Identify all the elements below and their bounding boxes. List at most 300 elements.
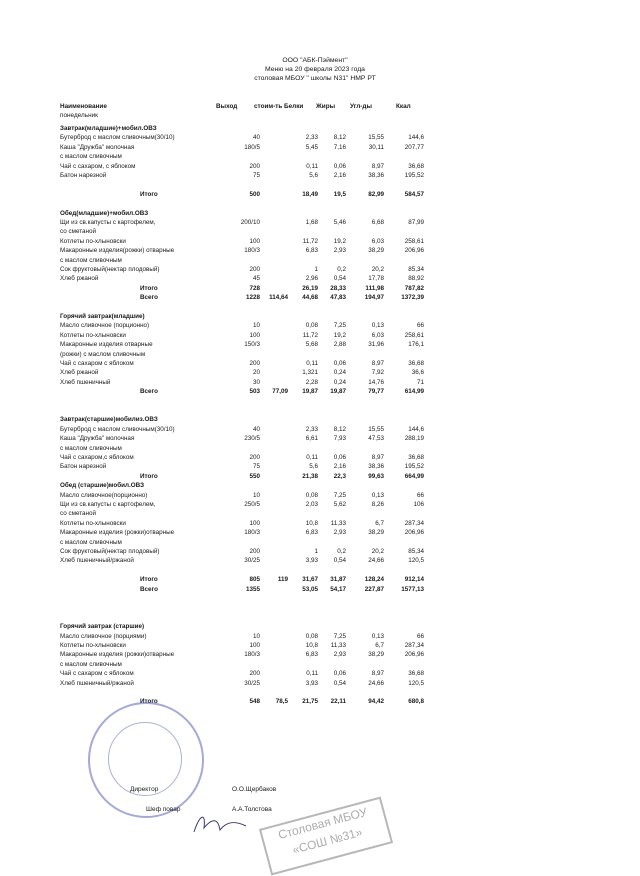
cell-name: Котлеты по-хлыновски: [60, 331, 126, 339]
cell-name: Масло сливочное(порционно): [60, 491, 148, 499]
cell-name: Обед (старшие)мобил.ОВЗ: [60, 482, 145, 490]
cell-c3: 6,03: [371, 237, 384, 245]
cell-out: 1228: [245, 294, 260, 302]
cell-c4: 120,5: [408, 679, 424, 687]
cell-c2: 8,12: [333, 425, 346, 433]
cell-c1: 11,72: [302, 237, 318, 245]
cell-c3: 6,7: [375, 642, 384, 649]
section-header-row: [60, 415, 620, 424]
cell-c3: 128,24: [364, 576, 384, 584]
cell-name: Макаронные изделия отварные: [60, 341, 153, 349]
cell-name: Котлеты по-хлыновски: [60, 519, 126, 527]
cell-out: 728: [249, 284, 260, 292]
cell-name: Чай с сахаром с яблоком: [60, 670, 134, 678]
cell-c4: 258,61: [404, 237, 424, 245]
cell-out: 200: [249, 266, 260, 273]
cell-c3: 20,2: [371, 266, 384, 273]
cell-out: 503: [249, 388, 260, 396]
cell-c2: 0,54: [333, 557, 346, 565]
total-row: [60, 190, 620, 199]
cell-c1: 0,11: [306, 454, 318, 461]
cell-c2: 7,25: [333, 322, 346, 330]
cell-name: Масло сливочное (порционно): [60, 322, 150, 330]
cell-c4: 71: [416, 378, 424, 386]
cell-c4: 195,52: [404, 172, 424, 179]
cell-c1: 44,68: [302, 294, 318, 302]
cell-c2: 0,2: [337, 266, 346, 273]
cell-c2: 5,62: [333, 501, 346, 508]
cell-c2: 11,33: [330, 642, 346, 649]
table-row: [60, 143, 620, 152]
cell-c1: 3,93: [305, 679, 318, 687]
cell-c4: 287,34: [404, 642, 424, 649]
table-row: [60, 613, 620, 622]
cell-price: 114,64: [269, 294, 288, 302]
cell-name: Каша "Дружба" молочная: [60, 435, 135, 443]
cell-c4: 787,82: [404, 284, 424, 292]
school-name: столовая МБОУ " школы N31" НМР РТ: [254, 75, 376, 82]
cell-c1: 1,321: [302, 369, 318, 377]
cell-c1: 6,83: [305, 529, 318, 537]
table-row: [60, 321, 620, 330]
total-row: [60, 585, 620, 594]
cell-c2: 22,3: [333, 472, 346, 480]
cell-c1: 6,83: [305, 247, 318, 255]
cell-c4: 680,8: [408, 698, 424, 706]
cell-c2: 11,33: [330, 519, 346, 527]
cell-c1: 5,6: [309, 172, 318, 179]
cell-c1: 1: [314, 266, 318, 273]
cell-c3: 0,13: [371, 322, 384, 330]
cell-c1: 0,11: [306, 162, 318, 170]
cell-c3: 15,55: [368, 425, 384, 433]
section-header-row: [60, 124, 620, 133]
table-row: [60, 265, 620, 274]
cell-c1: 10,8: [305, 642, 318, 649]
table-row: [60, 491, 620, 500]
cell-c2: 2,88: [333, 341, 346, 349]
cell-c4: 206,96: [404, 247, 424, 255]
cell-c2: 0,24: [333, 378, 346, 386]
cell-out: 200: [249, 162, 260, 170]
cell-c1: 5,6: [309, 463, 318, 471]
table-row: [60, 566, 620, 575]
cell-c3: 24,66: [368, 557, 384, 565]
cell-c1: 10,8: [305, 519, 318, 527]
round-seal-inner: [108, 722, 182, 796]
cell-c1: 3,93: [305, 557, 318, 565]
cell-name: Бутерброд с маслом сливочным(30/10): [60, 134, 175, 142]
cell-name: Щи из св.капусты с картофелем,: [60, 501, 156, 508]
cell-c2: 5,46: [333, 219, 346, 226]
cell-c4: 1577,13: [401, 585, 424, 593]
table-row: [60, 227, 620, 236]
cell-c2: 19,2: [333, 331, 346, 339]
cell-name: Всего: [140, 388, 158, 396]
cell-c4: 206,96: [404, 651, 424, 659]
cell-c4: 144,6: [408, 134, 424, 142]
cell-out: 180/3: [244, 529, 260, 537]
day-label: понедельник: [60, 112, 98, 119]
col-carb-header: Угл-ды: [350, 103, 372, 110]
table-row: [60, 218, 620, 227]
cell-out: 30: [252, 378, 260, 386]
cell-out: 1355: [245, 585, 260, 593]
cell-c1: 21,38: [302, 472, 318, 480]
cell-out: 40: [252, 425, 260, 433]
cell-out: 75: [252, 463, 260, 471]
col-fat-header: Жиры: [316, 103, 336, 110]
cell-out: 10: [252, 632, 260, 640]
table-row: [60, 340, 620, 349]
cell-c3: 31,96: [368, 341, 384, 349]
cell-c3: 38,29: [368, 247, 384, 255]
cell-out: 75: [252, 172, 260, 179]
cell-out: 200: [249, 360, 260, 367]
cell-c4: 66: [416, 322, 424, 330]
cell-c3: 47,53: [368, 435, 384, 443]
cell-c3: 17,78: [368, 275, 384, 283]
cell-name: Завтрак(старшие)мобилиз.ОВЗ: [60, 416, 158, 424]
cell-c3: 7,92: [371, 369, 384, 377]
table-row: [60, 274, 620, 283]
col-price-header: стоим-ть: [254, 103, 283, 110]
cell-name: Чай с сахаром, с яблоком: [60, 162, 136, 170]
cell-c3: 111,98: [365, 284, 384, 292]
cell-c1: 5,68: [305, 341, 318, 349]
cell-c3: 6,68: [371, 219, 384, 226]
cell-c1: 0,08: [305, 632, 318, 640]
cell-name: Всего: [140, 585, 158, 593]
total-row: [60, 284, 620, 293]
stamp-rect: Столовая МБОУ «СОШ №31»: [259, 797, 393, 876]
cell-name: Чай с сахаром с яблоком: [60, 360, 134, 367]
table-row: [60, 425, 620, 434]
cell-c4: 195,52: [404, 463, 424, 471]
cell-c2: 8,12: [333, 134, 346, 142]
table-row: [60, 397, 620, 406]
cell-out: 200: [249, 454, 260, 461]
cell-c1: 18,49: [302, 190, 318, 198]
cell-c1: 0,08: [305, 491, 318, 499]
cell-c4: 85,34: [408, 266, 424, 273]
cell-c3: 38,36: [368, 463, 384, 471]
cell-name: Хлеб ржаной: [60, 275, 99, 283]
table-row: [60, 556, 620, 565]
cell-out: 45: [252, 275, 260, 283]
cell-c4: 66: [416, 491, 424, 499]
cell-c3: 0,13: [371, 491, 384, 499]
cell-name: Хлеб ржаной: [60, 369, 99, 377]
table-row: [60, 434, 620, 443]
table-row: [60, 650, 620, 659]
table-row: [60, 660, 620, 669]
cell-out: 180/5: [244, 143, 260, 151]
table-row: [60, 162, 620, 171]
cell-c2: 0,06: [333, 360, 346, 367]
cell-c3: 0,13: [371, 632, 384, 640]
cell-name: со сметаной: [60, 510, 97, 518]
cell-c1: 0,11: [306, 360, 318, 367]
cell-c4: 88,92: [408, 275, 424, 283]
cell-c4: 36,6: [411, 369, 424, 377]
cell-c2: 54,17: [330, 585, 346, 593]
cell-c2: 0,2: [337, 548, 346, 555]
cell-out: 180/3: [244, 651, 260, 659]
total-row: [60, 575, 620, 584]
section-header-row: [60, 622, 620, 631]
cell-c3: 6,03: [371, 331, 384, 339]
table-row: [60, 378, 620, 387]
cell-c3: 8,97: [371, 670, 384, 678]
cell-name: Итого: [140, 698, 158, 706]
cell-c1: 1: [314, 548, 318, 555]
cell-c2: 28,33: [330, 284, 346, 292]
table-row: [60, 462, 620, 471]
cell-c4: 258,61: [404, 331, 424, 339]
cell-name: Макаронные изделия(рожки) отварные: [60, 247, 175, 255]
cell-name: Сок фруктовый(нектар плодовый): [60, 266, 160, 273]
cell-c4: 287,34: [404, 519, 424, 527]
chef-label: Шеф повар: [146, 806, 181, 813]
table-row: [60, 368, 620, 377]
cell-c3: 24,66: [368, 679, 384, 687]
cell-name: (рожки) с маслом сливочным: [60, 350, 146, 358]
cell-c4: 36,68: [408, 360, 424, 367]
menu-date: Меню на 20 февраля 2023 года: [265, 66, 365, 73]
table-row: [60, 594, 620, 603]
cell-out: 100: [249, 642, 260, 649]
cell-c4: 1372,39: [401, 294, 424, 302]
cell-c4: 87,99: [408, 219, 424, 226]
table-row: [60, 603, 620, 612]
cell-c4: 36,68: [408, 454, 424, 461]
cell-c1: 2,96: [305, 275, 318, 283]
cell-c2: 0,06: [333, 670, 346, 678]
cell-price: 119: [277, 576, 288, 584]
cell-c2: 7,16: [333, 143, 346, 151]
cell-c4: 912,14: [404, 576, 424, 584]
table-row: [60, 246, 620, 255]
cell-price: 78,5: [275, 698, 288, 706]
table-row: [60, 350, 620, 359]
col-name-header: Наименование: [60, 103, 107, 110]
cell-name: Батон нарезной: [60, 463, 107, 471]
cell-c3: 8,97: [371, 454, 384, 461]
cell-c2: 0,54: [333, 679, 346, 687]
table-row: [60, 152, 620, 161]
cell-name: Итого: [140, 472, 158, 480]
cell-name: Итого: [140, 576, 158, 584]
cell-c2: 7,25: [333, 632, 346, 640]
cell-name: Хлеб пшеничный/ржаной: [60, 557, 134, 565]
table-row: [60, 444, 620, 453]
table-row: [60, 519, 620, 528]
cell-name: Горячий завтрак(младшие): [60, 313, 145, 320]
table-row: [60, 331, 620, 340]
cell-c2: 2,16: [333, 463, 346, 471]
cell-c3: 38,36: [368, 172, 384, 179]
cell-out: 500: [249, 190, 260, 198]
cell-c2: 22,11: [330, 698, 346, 706]
cell-c2: 0,24: [333, 369, 346, 377]
cell-name: Итого: [140, 284, 158, 292]
cell-c3: 38,29: [368, 651, 384, 659]
cell-c2: 2,93: [333, 651, 346, 659]
cell-name: Хлеб пшеничный/ржаной: [60, 679, 134, 687]
cell-name: Обед(младшие)+мобил.ОВЗ: [60, 209, 149, 217]
cell-c4: 106: [413, 501, 424, 508]
cell-c1: 6,61: [305, 435, 318, 443]
cell-c3: 227,87: [364, 585, 384, 593]
cell-c2: 2,93: [333, 247, 346, 255]
cell-out: 250/5: [244, 501, 260, 508]
cell-c2: 19,87: [330, 388, 346, 396]
cell-c3: 8,97: [371, 162, 384, 170]
cell-out: 150/3: [244, 341, 260, 349]
cell-c1: 21,75: [302, 698, 318, 706]
director-label: Директор: [130, 786, 159, 793]
table-row: [60, 199, 620, 208]
cell-c3: 94,42: [368, 698, 384, 706]
cell-c1: 0,08: [305, 322, 318, 330]
cell-c4: 614,99: [404, 388, 424, 396]
cell-out: 30/25: [244, 557, 260, 565]
table-row: [60, 538, 620, 547]
cell-c1: 2,33: [305, 425, 318, 433]
section-header-row: [60, 312, 620, 321]
cell-out: 20: [252, 369, 260, 377]
cell-out: 548: [249, 698, 260, 706]
cell-out: 100: [249, 237, 260, 245]
table-row: [60, 669, 620, 678]
cell-name: Всего: [140, 294, 158, 302]
cell-c3: 20,2: [371, 548, 384, 555]
cell-c1: 2,33: [305, 134, 318, 142]
cell-c1: 53,05: [302, 585, 318, 593]
cell-c2: 47,83: [330, 294, 346, 302]
cell-name: с маслом сливочным: [60, 256, 122, 264]
cell-name: Завтрак(младшие)+мобил.ОВЗ: [60, 125, 157, 132]
cell-name: Сок фруктовый(нектар плодовый): [60, 548, 160, 555]
cell-name: с маслом сливочным: [60, 153, 122, 161]
cell-name: с маслом сливочным: [60, 444, 122, 452]
cell-name: со сметаной: [60, 228, 97, 236]
cell-c2: 7,25: [333, 491, 346, 499]
table-row: [60, 688, 620, 697]
cell-c2: 31,87: [330, 576, 346, 584]
cell-c1: 19,87: [302, 388, 318, 396]
cell-name: Котлеты по-хлыновски: [60, 237, 126, 245]
cell-name: Хлеб пшеничный: [60, 378, 111, 386]
col-protein-header: Белки: [284, 103, 304, 110]
cell-c1: 26,19: [302, 284, 318, 292]
cell-name: Каша "Дружба" молочная: [60, 143, 135, 151]
cell-out: 10: [252, 491, 260, 499]
table-row: [60, 509, 620, 518]
cell-name: Горячий завтрак (старшие): [60, 623, 145, 631]
cell-c1: 6,83: [305, 651, 318, 659]
cell-c3: 194,97: [364, 294, 384, 302]
cell-c2: 0,54: [333, 275, 346, 283]
cell-out: 40: [252, 134, 260, 142]
cell-c2: 0,06: [333, 454, 346, 461]
cell-name: Чай с сахаром,с яблоком: [60, 454, 134, 461]
cell-name: с маслом сливочным: [60, 660, 122, 668]
cell-c3: 8,97: [371, 360, 384, 367]
cell-name: Батон нарезной: [60, 172, 107, 179]
cell-c2: 7,93: [333, 435, 346, 443]
cell-c1: 31,67: [302, 576, 318, 584]
cell-c4: 120,5: [408, 557, 424, 565]
table-row: [60, 641, 620, 650]
cell-c4: 85,34: [408, 548, 424, 555]
table-row: [60, 632, 620, 641]
col-kcal-header: Ккал: [396, 103, 411, 110]
section-header-row: [60, 209, 620, 218]
cell-c3: 30,11: [368, 143, 384, 151]
cell-out: 805: [249, 576, 260, 584]
cell-c4: 288,19: [404, 435, 424, 443]
cell-c3: 15,55: [368, 134, 384, 142]
cell-out: 200/10: [240, 219, 260, 226]
org-name: ООО "АБК-Пэймент": [282, 57, 348, 64]
table-row: [60, 133, 620, 142]
cell-c1: 2,03: [305, 501, 318, 508]
cell-name: Щи из св.капусты с картофелем,: [60, 219, 156, 226]
cell-name: Котлеты по-хлыновски: [60, 642, 126, 649]
cell-c4: 206,96: [404, 529, 424, 537]
cell-c3: 8,26: [371, 501, 384, 508]
cell-c3: 82,99: [368, 190, 384, 198]
cell-c2: 0,06: [333, 162, 346, 170]
cell-out: 100: [249, 519, 260, 527]
cell-c2: 2,93: [333, 529, 346, 537]
cell-c3: 6,7: [375, 519, 384, 527]
cell-c4: 36,68: [408, 162, 424, 170]
cell-c4: 144,6: [408, 425, 424, 433]
cell-out: 230/5: [244, 435, 260, 443]
cell-out: 200: [249, 548, 260, 555]
cell-c4: 66: [416, 632, 424, 640]
cell-c3: 38,29: [368, 529, 384, 537]
director-name: О.О.Щербаков: [232, 786, 277, 793]
cell-name: Макаронные изделия (рожки)отварные: [60, 529, 175, 537]
section-header-row: [60, 481, 620, 490]
table-row: [60, 180, 620, 189]
cell-c2: 19,2: [333, 237, 346, 245]
cell-c1: 5,45: [305, 143, 318, 151]
cell-name: Бутерброд с маслом сливочным(30/10): [60, 425, 175, 433]
cell-out: 10: [252, 322, 260, 330]
cell-c1: 11,72: [302, 331, 318, 339]
table-row: [60, 303, 620, 312]
cell-c4: 36,68: [408, 670, 424, 678]
cell-c4: 584,57: [404, 190, 424, 198]
table-row: [60, 453, 620, 462]
cell-c2: 2,16: [333, 172, 346, 179]
col-out-header: Выход: [216, 103, 238, 110]
cell-c4: 664,99: [404, 472, 424, 480]
cell-c1: 0,11: [306, 670, 318, 678]
cell-price: 77,09: [272, 388, 288, 396]
cell-out: 200: [249, 670, 260, 678]
cell-name: Масло сливочное (порциями): [60, 632, 147, 640]
total-row: [60, 387, 620, 396]
table-row: [60, 500, 620, 509]
cell-c3: 14,76: [368, 378, 384, 386]
cell-c4: 207,77: [404, 143, 424, 151]
